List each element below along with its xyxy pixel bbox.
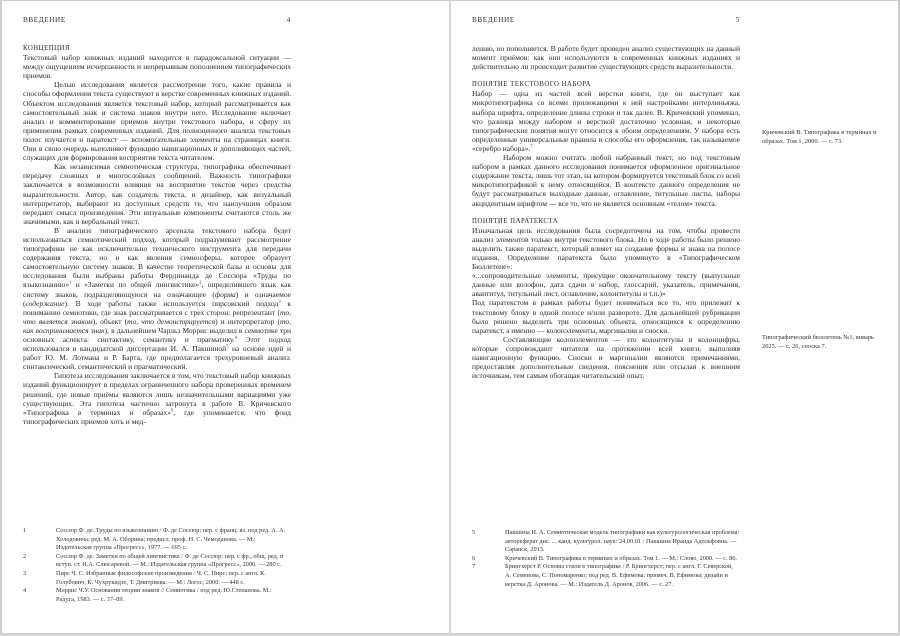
main-text-block [23,44,291,426]
paragraph: Изначальная цель исследования была сосредоточена на том, чтобы провести анализ элементов только внутри текстового блока. Но в ходе работы было решено выделить также паратекст, который влияет на создание формы и знака на полосе издания. Определение паратекста было упомянуто в «Типографическом Бюллетене»: [472,225,740,272]
footnote-ref[interactable]: 4 [234,334,238,340]
block-quote: «...сопроводительные элементы, присущие окончательному тексту (выпускные данные или колофон, дата сдачи в набор, глоссарий, указатель, примечания, авантитул, титульный лист, оглавление, колонтитулы и т.п.)» [472,271,740,299]
section-heading: КОНЦЕПЦИЯ [23,45,71,52]
footnote-ref[interactable]: 5 [226,343,229,349]
footnote: 5 Пакшина И. А. Семиотическая модель типографики как культурологическая проблема: автореферат дис. ... канд. культурол. наук: 24.00.01 / Пакшина Ираида Адольфовна. — Саранск, 2013. [472,529,740,554]
paragraph: В анализе типографического арсенала текстового набора будет использоваться семиотический подход, который подразумевает рассмотрение типографики не как исключительно технического инструмента для передачи содержания текста, но и как явления семиосферы, которое образует самостоятельную систему знаков. В качестве теоретической базы и основы для исследования были выбраны работы Фердинанда де Соссюра «Труды по языкознанию»$^1$ и «Заметки по общей лингвистике»$^2$, определившего язык как систему знаков, подразделяющуюся на означающее (форма) и означаемое (содержание). В ходе работы также используется пирсовский подход$^3$ к пониманию семиотики, где знак рассматривается с трех сторон: репрезентант (то, что является знаком), объект (то, что демонстрируется) и интерпретатор (то, как воспринимается знак), в дальнейшем Чарльз Моррис выделил в семиотике три основных аспекта: синтактику, семантику и прагматику.$^4$ Этот подход использовался в кандидатской диссертации И. А. Пакшиной$^5$ на основе идей и работ Ю. М. Лотмана и Р. Барта, где предполагается трехуровневый анализ: синтаксический, семантический и прагматический. [23,225,292,372]
paragraph: Гипотеза исследования заключается в том, что текстовый набор книжных изданий функционирует в пределах ограниченного набора проверенных временем решений, где новые приёмы являются лишь незначительными вариациями уже существующих. Эта гипотеза частично затронута в работе В. Кричевского «Типографика в терминах и образах»$^6$, где упоминается, что фонд типографических приемов хоть и мед- [23,371,291,426]
footnote: 7 Брингхерст Р. Основы стиля в типографике / Р. Брингхерст; пер. с англ. Г. Северской, А. Семенова, С. Пономаренко; под ред. В. Ефимова; примеч. В. Ефимова; дизайн и верстка Д. Аронова. — М.: Издатель Д. Аронов, 2006. — с. 27. [472,563,733,588]
main-text-block [472,44,740,380]
running-head-title: ВВЕДЕНИЕ [23,16,66,24]
page-number: 4 [286,16,291,24]
footnote-ref[interactable]: 7 [530,143,533,149]
right-page [451,0,900,634]
paragraph: Текстовый набор книжных изданий находится в парадоксальной ситуации — между ощущением исчерпанности и непрерывным пополнением типографических приемов. [23,53,291,81]
page-number: 5 [735,16,740,24]
footnotes [23,527,291,604]
paragraph: лению, но пополняется. В работе будет проведен анализ существующих на данный момент приёмов: как они используются в современных книжных изданиях и действительно ли происходит развитие существующих средств выразительности. [472,44,740,72]
paragraph: Под паратекстом в рамках работы будет пониматься все то, что прилежит к текстовому блоку в одной полосе и/или развороте. Для дальнейшей рубрикации было решено выделить три основных объекта, относящихся к определению паратекст, а именно — колонэлементы, маргиналии и сноски. [472,298,740,335]
section-heading: ПОНЯТИЕ ПАРАТЕКСТА [472,217,559,225]
footnote: 4 Моррис Ч.У. Основания теории знаков // Семиотика / под ред. Ю.Степанова. М.: Радуга, 1983. — с. 37–89. [23,587,272,603]
paragraph: Составляющие колонэлементов — это колонтитулы и колонцифры, которые сопровождают читателя на протяжении всей книги, выполняя навигационную функцию. Сноски и маргиналии являются примечаниями, предоставляя дополнительные сведения, пояснения или отсылая к внешним источникам, тем самым обогащая читательский опыт. [472,334,740,381]
footnotes [472,529,740,589]
paragraph: Набор — одна из частей всей верстки книги, где он выступает как микротипографика со всеми прилежащими к ней настройками интерлиньяжа, выбора шрифта, определение длины строки и так далее. В. Кричевский упоминал, что разница между набором и версткой достаточно условная, и некоторые типографические понятия могут относится к обоим определениям. У набора есть определенные универсальные правила и способы его оформления, так называемое «серебро набора».$^7$ [472,89,740,153]
footnote-ref[interactable]: 2 [199,279,202,285]
footnote-ref[interactable]: 1 [69,279,72,285]
paragraph: Набором можно считать любой набранный текст, но под текстовым набором в рамках данного исследования понимается оформленное оригинальное содержание текста, лишь тот этап, на котором формируется текстовый блок со всей микротипографикой к нему относящейся. В контексте данного определения не будут рассматриваться выходные данные, оглавление, титульные листы, наборы акцидентным шрифтом — все то, что не является основным «телом» текста. [472,153,740,208]
running-header [23,16,291,24]
footnote-ref[interactable]: 6 [170,407,174,413]
margin-note: Кричевский В. Типографика в терминах и образах. Том 1, 2000. — с. 73. [762,129,877,145]
running-head-title: ВВЕДЕНИЕ [472,16,515,24]
left-page [0,0,449,634]
paragraph: Целью исследования является рассмотрение того, какие правила и способы оформления текста существуют в верстке современных книжных изданий. Объектом исследования является текстовый набор, который рассматривается как самостоятельный знак и система знаков внутри него. Исследование включает анализ и комментирование приемов внутри текстового набора, и сферу их применения рамках современных изданий. Для полноценного анализа текстовых полос изучается и паратекст — вспомогательные элементы на страницах книги. Они в свою очередь выполняют функцию навигационных и дополняющих частей, служащих для формирования восприятия текста читателем. [23,80,291,163]
footnote: 6 Кричевский В. Типографика в терминах и образах. Том 1. — М.: Слово, 2000. — с. 86. [472,554,737,562]
margin-note: Типографический бюллетень №1, январь 2025. — с. 26, сноска 7. [762,334,874,350]
footnote-ref[interactable]: 3 [278,298,281,304]
footnote: 2 Соссюр Ф. де. Заметки по общей лингвистике / Ф. де Соссюр; пер. с фр., общ. ред. и вступ. ст. Н.А. Слюсаревой. — М.: Издательская группа «Прогресс», 2000. — 280 с. [23,552,284,569]
section-heading: ПОНЯТИЕ ТЕКСТОВОГО НАБОРА [472,81,592,89]
footnote: 1 Соссюр Ф. де. Труды по языкознанию / Ф. де Соссюр; пер. с франц. яз. под ред. А. А. Холодовича; ред. М. А. Оборина; предисл. проф. Н. С. Чемоданова. — М.: Издательская группа «Прогресс», 1977. — 695 с. [23,527,286,552]
footnote: 3 Пирс Ч. С. Избранные философские произведения / Ч. С. Пирс; пер. с англ. К. Голубович, К. Чухрукидзе, Т. Дмитриева. — М.: Логос, 2000. — 448 с. [23,569,266,586]
running-header [472,16,740,24]
paragraph: Как независимая семиотическая структура, типографика обеспечивает передачу сложных и многослойных сообщений. Важность типографики заключается в возможности влияния на восприятие текстов через средства выразительности. Автор, как создатель текста, и дизайнер, как визуальный интерпретатор, выбирают из доступных средств те, что наилучшим образом передают смысл произведения. Эти визуальные компоненты считаются столь же значимыми, как и вербальный текст. [23,162,291,226]
